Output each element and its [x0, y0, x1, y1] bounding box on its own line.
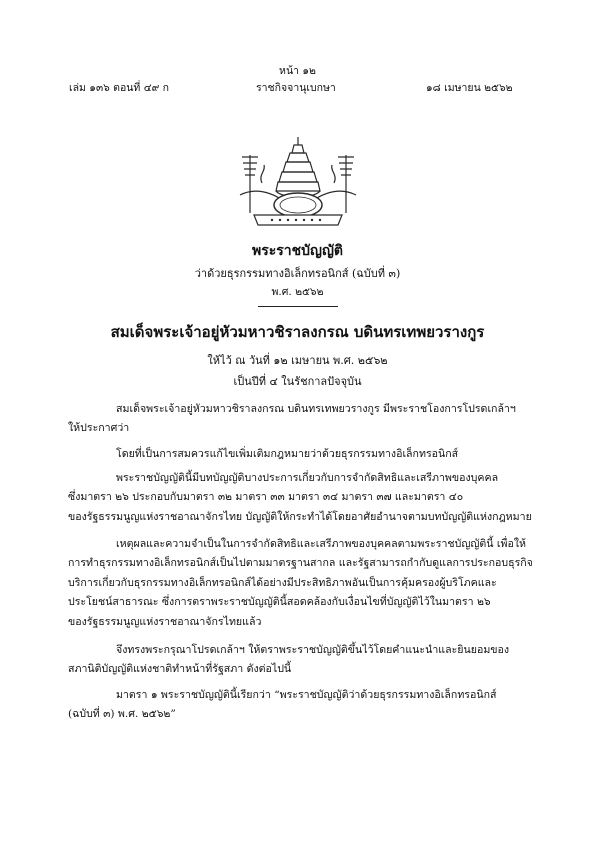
- paragraph-line: สภานิติบัญญัติแห่งชาติทำหน้าที่รัฐสภา ดังต่อไปนี้: [68, 663, 292, 676]
- paragraph-line: ซึ่งมาตรา ๒๖ ประกอบกับมาตรา ๓๒ มาตรา ๓๓ มาตรา ๓๔ มาตรา ๓๗ และมาตรา ๔๐: [68, 491, 464, 504]
- paragraph-line: พระราชบัญญัตินี้มีบทบัญญัติบางประการเกี่ยวกับการจำกัดสิทธิและเสรีภาพของบุคคล: [116, 472, 499, 484]
- paragraph-line: บริการเกี่ยวกับธุรกรรมทางอิเล็กทรอนิกส์ได้อย่างมีประสิทธิภาพอันเป็นการคุ้มครองผู้บริโภคและ: [68, 576, 497, 589]
- publication-date: ๑๘ เมษายน ๒๕๖๒: [426, 82, 513, 94]
- rights-paragraph: [68, 469, 534, 527]
- act-subtitle: ว่าด้วยธุรกรรมทางอิเล็กทรอนิกส์ (ฉบับที่ ๓): [194, 267, 401, 280]
- given-date: ให้ไว้ ณ วันที่ ๑๒ เมษายน พ.ศ. ๒๕๖๒: [207, 354, 388, 367]
- volume-issue: เล่ม ๑๓๖ ตอนที่ ๔๙ ก: [69, 82, 170, 94]
- paragraph-line: การทำธุรกรรมทางอิเล็กทรอนิกส์เป็นไปตามมาตรฐานสากล และรัฐสามารถกำกับดูแลการประกอบธุรกิจ: [68, 557, 533, 570]
- paragraph-line: มาตรา ๑ พระราชบัญญัตินี้เรียกว่า “พระราชบัญญัติว่าด้วยธุรกรรมทางอิเล็กทรอนิกส์: [116, 689, 497, 701]
- paragraph-line: ให้ประกาศว่า: [68, 422, 130, 435]
- paragraph-line: ประโยชน์สาธารณะ ซึ่งการตราพระราชบัญญัตินี้สอดคล้องกับเงื่อนไขที่บัญญัติไว้ในมาตรา ๒๖: [68, 596, 491, 609]
- paragraph-line: โดยที่เป็นการสมควรแก้ไขเพิ่มเติมกฎหมายว่าด้วยธุรกรรมทางอิเล็กทรอนิกส์: [116, 448, 459, 460]
- title-divider: [258, 306, 338, 307]
- reason-paragraph: [68, 445, 534, 464]
- gazette-name: ราชกิจจานุเบกษา: [256, 82, 336, 94]
- act-title: พระราชบัญญัติ: [252, 243, 343, 259]
- act-year: พ.ศ. ๒๕๖๒: [271, 286, 324, 298]
- reign-year: เป็นปีที่ ๔ ในรัชกาลปัจจุบัน: [233, 375, 362, 388]
- royal-emblem-icon: [232, 135, 364, 230]
- page-number: หน้า ๑๒: [279, 65, 316, 77]
- paragraph-line: (ฉบับที่ ๓) พ.ศ. ๒๕๖๒”: [68, 708, 176, 721]
- paragraph-line: ของรัฐธรรมนูญแห่งราชอาณาจักรไทย บัญญัติให้กระทำได้โดยอาศัยอำนาจตามบทบัญญัติแห่งกฎหมาย: [68, 510, 532, 523]
- paragraph-line: เหตุผลและความจำเป็นในการจำกัดสิทธิและเสรีภาพของบุคคลตามพระราชบัญญัตินี้ เพื่อให้: [116, 538, 526, 550]
- preamble-paragraph: [68, 400, 534, 439]
- section-1-paragraph: [68, 686, 534, 725]
- king-name: สมเด็จพระเจ้าอยู่หัวมหาวชิราลงกรณ บดินทรเทพยวรางกูร: [110, 323, 485, 341]
- paragraph-line: ของรัฐธรรมนูญแห่งราชอาณาจักรไทยแล้ว: [68, 615, 262, 628]
- enactment-paragraph: [68, 641, 534, 680]
- paragraph-line: จึงทรงพระกรุณาโปรดเกล้าฯ ให้ตราพระราชบัญญัติขึ้นไว้โดยคำแนะนำและยินยอมของ: [116, 644, 510, 656]
- paragraph-line: สมเด็จพระเจ้าอยู่หัวมหาวชิราลงกรณ บดินทรเทพยวรางกูร มีพระราชโองการโปรดเกล้าฯ: [116, 403, 516, 415]
- justification-paragraph: [68, 535, 534, 632]
